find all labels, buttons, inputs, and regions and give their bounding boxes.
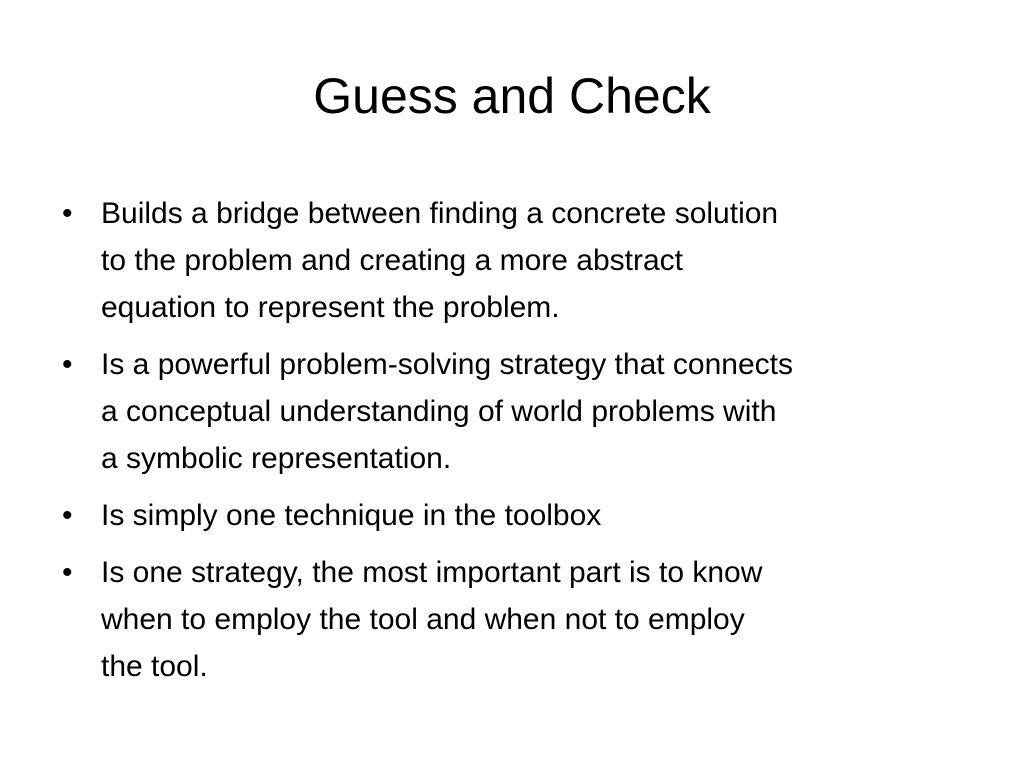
slide-title: Guess and Check: [313, 68, 711, 124]
bullet-text-line: to the problem and creating a more abstract: [101, 244, 683, 277]
bullet-item: [62, 341, 962, 482]
bullet-text-line: a conceptual understanding of world problems with: [101, 395, 777, 428]
bullet-text-line: equation to represent the problem.: [101, 291, 560, 324]
bullet-list: [62, 190, 962, 700]
bullet-text-line: Is simply one technique in the toolbox: [101, 499, 602, 532]
bullet-marker: •: [62, 499, 73, 532]
bullet-item: [62, 492, 962, 539]
bullet-text-line: Builds a bridge between finding a concrete solution: [101, 197, 779, 230]
bullet-marker: •: [62, 197, 73, 230]
bullet-item: [62, 549, 962, 690]
bullet-item: [62, 190, 962, 331]
bullet-text-line: Is one strategy, the most important part is to know: [101, 556, 763, 589]
bullet-text-line: the tool.: [101, 650, 208, 683]
bullet-marker: •: [62, 348, 73, 381]
bullet-text-line: a symbolic representation.: [101, 442, 452, 475]
bullet-text-line: Is a powerful problem-solving strategy that connects: [101, 348, 794, 381]
bullet-marker: •: [62, 556, 73, 589]
bullet-text-line: when to employ the tool and when not to employ: [101, 603, 745, 636]
